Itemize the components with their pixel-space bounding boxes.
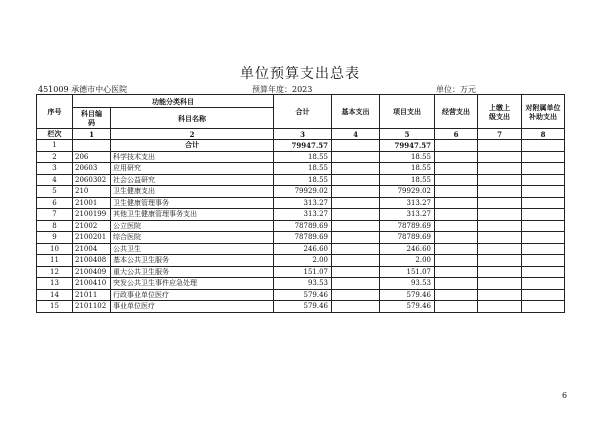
table-row xyxy=(37,232,565,244)
row-subsidy xyxy=(522,289,565,301)
row-code: 2100410 xyxy=(73,278,111,290)
row-operating xyxy=(435,232,478,244)
row-upper-pay xyxy=(478,289,522,301)
row-code: 20603 xyxy=(73,163,111,175)
row-seq: 1 xyxy=(37,140,73,152)
row-upper-pay xyxy=(478,151,522,163)
table-row xyxy=(37,289,565,301)
row-upper-pay xyxy=(478,163,522,175)
row-seq: 13 xyxy=(37,278,73,290)
row-subsidy xyxy=(522,278,565,290)
row-seq: 15 xyxy=(37,301,73,313)
row-total: 79947.57 xyxy=(274,140,332,152)
row-basic xyxy=(332,174,380,186)
row-operating xyxy=(435,163,478,175)
row-name: 突发公共卫生事件应急处理 xyxy=(111,278,274,290)
table-row xyxy=(37,255,565,267)
row-name: 科学技术支出 xyxy=(111,151,274,163)
header-seq: 序号 xyxy=(37,95,73,129)
row-project: 18.55 xyxy=(380,174,435,186)
row-name: 事业单位医疗 xyxy=(111,301,274,313)
row-total: 18.55 xyxy=(274,174,332,186)
table-row xyxy=(37,186,565,198)
row-basic xyxy=(332,163,380,175)
row-subsidy xyxy=(522,255,565,267)
row-total: 78789.69 xyxy=(274,220,332,232)
header-basic: 基本支出 xyxy=(332,95,380,129)
row-basic xyxy=(332,232,380,244)
currency-unit: 单位：万元 xyxy=(436,85,476,94)
row-code: 206 xyxy=(73,151,111,163)
row-subsidy xyxy=(522,151,565,163)
row-operating xyxy=(435,220,478,232)
column-number-label: 栏次 xyxy=(37,129,73,140)
row-upper-pay xyxy=(478,209,522,221)
row-total: 579.46 xyxy=(274,301,332,313)
row-operating xyxy=(435,186,478,198)
row-subsidy xyxy=(522,174,565,186)
row-project: 313.27 xyxy=(380,209,435,221)
column-number-8: 8 xyxy=(522,129,565,140)
row-subsidy xyxy=(522,301,565,313)
table-row xyxy=(37,197,565,209)
table-row xyxy=(37,266,565,278)
row-basic xyxy=(332,289,380,301)
row-project: 2.00 xyxy=(380,255,435,267)
row-name: 重大公共卫生服务 xyxy=(111,266,274,278)
row-total: 151.07 xyxy=(274,266,332,278)
row-seq: 11 xyxy=(37,255,73,267)
page-number: 6 xyxy=(562,391,568,400)
row-upper-pay xyxy=(478,301,522,313)
row-seq: 4 xyxy=(37,174,73,186)
row-subsidy xyxy=(522,209,565,221)
row-upper-pay xyxy=(478,278,522,290)
row-name: 社会公益研究 xyxy=(111,174,274,186)
row-name: 公共卫生 xyxy=(111,243,274,255)
row-subsidy xyxy=(522,140,565,152)
header-subject-code: 科目编码 xyxy=(73,108,111,129)
row-project: 78789.69 xyxy=(380,220,435,232)
header-project: 项目支出 xyxy=(380,95,435,129)
row-name: 公立医院 xyxy=(111,220,274,232)
row-subsidy xyxy=(522,232,565,244)
column-number-row xyxy=(37,129,565,140)
row-project: 79929.02 xyxy=(380,186,435,198)
row-total: 79929.02 xyxy=(274,186,332,198)
row-basic xyxy=(332,186,380,198)
table-row xyxy=(37,301,565,313)
row-seq: 7 xyxy=(37,209,73,221)
header-upper-pay: 上缴上级支出 xyxy=(478,95,522,129)
table-row xyxy=(37,151,565,163)
row-name: 基本公共卫生服务 xyxy=(111,255,274,267)
header-row-1 xyxy=(37,95,565,108)
row-code: 21011 xyxy=(73,289,111,301)
row-basic xyxy=(332,278,380,290)
row-operating xyxy=(435,289,478,301)
table-row xyxy=(37,209,565,221)
row-subsidy xyxy=(522,163,565,175)
row-project: 579.46 xyxy=(380,289,435,301)
row-operating xyxy=(435,151,478,163)
row-name: 卫生健康支出 xyxy=(111,186,274,198)
row-name: 应用研究 xyxy=(111,163,274,175)
row-seq: 14 xyxy=(37,289,73,301)
row-seq: 9 xyxy=(37,232,73,244)
row-basic xyxy=(332,140,380,152)
row-name: 综合医院 xyxy=(111,232,274,244)
row-operating xyxy=(435,197,478,209)
row-project: 93.53 xyxy=(380,278,435,290)
row-code: 210 xyxy=(73,186,111,198)
row-total: 93.53 xyxy=(274,278,332,290)
column-number-6: 6 xyxy=(435,129,478,140)
row-basic xyxy=(332,220,380,232)
row-seq: 12 xyxy=(37,266,73,278)
row-total: 313.27 xyxy=(274,197,332,209)
table-row xyxy=(37,278,565,290)
row-basic xyxy=(332,197,380,209)
row-name: 行政事业单位医疗 xyxy=(111,289,274,301)
row-operating xyxy=(435,174,478,186)
row-code: 21002 xyxy=(73,220,111,232)
row-subsidy xyxy=(522,186,565,198)
column-number-4: 4 xyxy=(332,129,380,140)
row-upper-pay xyxy=(478,266,522,278)
row-upper-pay xyxy=(478,255,522,267)
column-number-3: 3 xyxy=(274,129,332,140)
unit-code-name: 451009 承德市中心医院 xyxy=(38,85,128,94)
budget-expenditure-table xyxy=(36,94,565,313)
header-operating: 经营支出 xyxy=(435,95,478,129)
row-total: 246.60 xyxy=(274,243,332,255)
row-upper-pay xyxy=(478,140,522,152)
row-total: 18.55 xyxy=(274,151,332,163)
row-operating xyxy=(435,209,478,221)
row-name: 其他卫生健康管理事务支出 xyxy=(111,209,274,221)
column-number-1: 1 xyxy=(73,129,111,140)
row-operating xyxy=(435,255,478,267)
row-operating xyxy=(435,301,478,313)
row-upper-pay xyxy=(478,232,522,244)
header-subject-name: 科目名称 xyxy=(111,108,274,129)
row-project: 313.27 xyxy=(380,197,435,209)
row-seq: 5 xyxy=(37,186,73,198)
row-subsidy xyxy=(522,266,565,278)
row-project: 18.55 xyxy=(380,163,435,175)
row-project: 78789.69 xyxy=(380,232,435,244)
header-total: 合计 xyxy=(274,95,332,129)
column-number-7: 7 xyxy=(478,129,522,140)
row-code: 2100409 xyxy=(73,266,111,278)
table-row xyxy=(37,174,565,186)
document-title: 单位预算支出总表 xyxy=(240,66,360,82)
row-project: 79947.57 xyxy=(380,140,435,152)
row-seq: 10 xyxy=(37,243,73,255)
row-code: 2100408 xyxy=(73,255,111,267)
row-total: 78789.69 xyxy=(274,232,332,244)
row-upper-pay xyxy=(478,197,522,209)
row-upper-pay xyxy=(478,186,522,198)
row-code: 21001 xyxy=(73,197,111,209)
row-seq: 8 xyxy=(37,220,73,232)
row-code xyxy=(73,140,111,152)
row-total: 18.55 xyxy=(274,163,332,175)
row-basic xyxy=(332,301,380,313)
row-seq: 2 xyxy=(37,151,73,163)
row-project: 18.55 xyxy=(380,151,435,163)
row-seq: 6 xyxy=(37,197,73,209)
row-basic xyxy=(332,209,380,221)
row-code: 21004 xyxy=(73,243,111,255)
table-row xyxy=(37,220,565,232)
row-subsidy xyxy=(522,197,565,209)
row-upper-pay xyxy=(478,174,522,186)
row-basic xyxy=(332,243,380,255)
header-func-class: 功能分类科目 xyxy=(73,95,274,108)
row-name: 合计 xyxy=(111,140,274,152)
row-operating xyxy=(435,243,478,255)
row-total: 313.27 xyxy=(274,209,332,221)
row-subsidy xyxy=(522,243,565,255)
row-name: 卫生健康管理事务 xyxy=(111,197,274,209)
row-operating xyxy=(435,266,478,278)
row-project: 246.60 xyxy=(380,243,435,255)
row-upper-pay xyxy=(478,243,522,255)
row-code: 2100201 xyxy=(73,232,111,244)
header-subsidy: 对附属单位补助支出 xyxy=(522,95,565,129)
table-row xyxy=(37,163,565,175)
row-basic xyxy=(332,266,380,278)
row-project: 151.07 xyxy=(380,266,435,278)
row-code: 2100199 xyxy=(73,209,111,221)
row-code: 2101102 xyxy=(73,301,111,313)
row-upper-pay xyxy=(478,220,522,232)
row-subsidy xyxy=(522,220,565,232)
row-operating xyxy=(435,278,478,290)
table-row xyxy=(37,243,565,255)
column-number-5: 5 xyxy=(380,129,435,140)
row-code: 2060302 xyxy=(73,174,111,186)
row-total: 579.46 xyxy=(274,289,332,301)
table-row xyxy=(37,140,565,152)
column-number-2: 2 xyxy=(111,129,274,140)
row-total: 2.00 xyxy=(274,255,332,267)
row-basic xyxy=(332,151,380,163)
row-project: 579.46 xyxy=(380,301,435,313)
row-operating xyxy=(435,140,478,152)
row-basic xyxy=(332,255,380,267)
budget-year: 预算年度：2023 xyxy=(252,85,313,94)
row-seq: 3 xyxy=(37,163,73,175)
